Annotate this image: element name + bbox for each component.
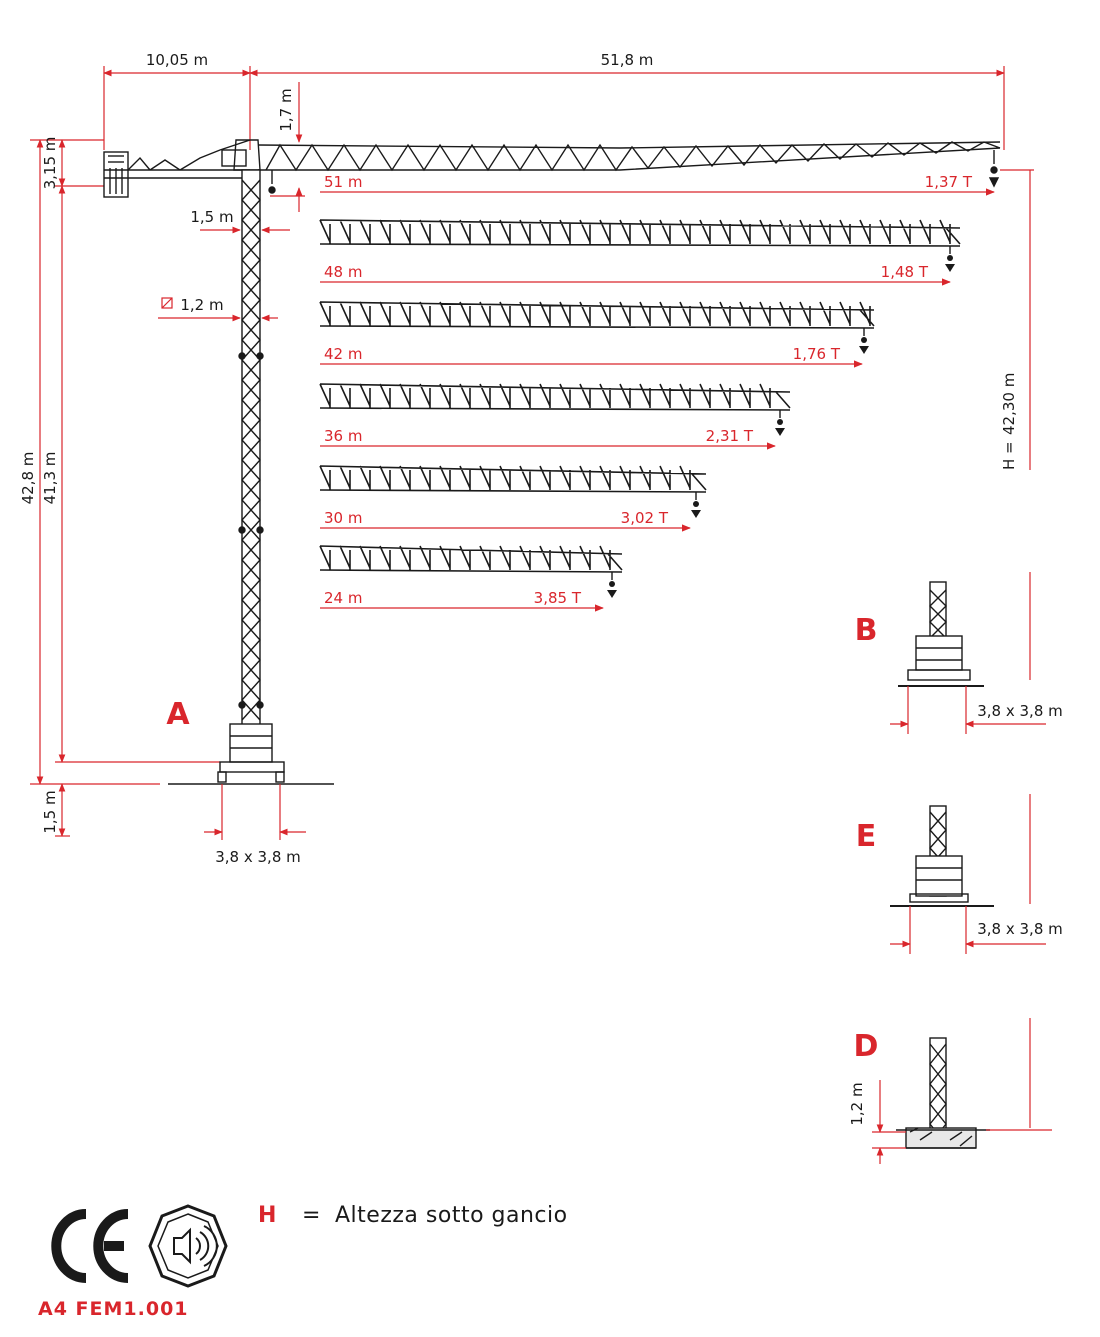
legend-equals: =	[302, 1203, 321, 1228]
jib-length: 51,8 m	[600, 51, 654, 69]
jib-truss-1	[320, 220, 960, 246]
base-d-drawing	[896, 1038, 990, 1148]
mast-section: 1,2 m	[180, 296, 224, 314]
jib-load-2: 1,76 T	[792, 345, 840, 363]
jib-radius-5: 24 m	[324, 589, 363, 607]
legend-text: Altezza sotto gancio	[335, 1203, 568, 1228]
hook-icon	[859, 346, 869, 354]
jib-load-4: 3,02 T	[620, 509, 668, 527]
mast-height: 41,3 m	[41, 451, 59, 505]
base-height: 1,5 m	[41, 790, 59, 834]
base-e-letter: E	[855, 819, 877, 854]
base-a-footprint: 3,8 x 3,8 m	[215, 848, 301, 866]
jib-radius-1: 48 m	[324, 263, 363, 281]
base-b-drawing	[898, 582, 984, 686]
hook-height-label: H =	[1000, 441, 1018, 470]
square-section-icon	[162, 298, 172, 308]
hook-icon	[607, 590, 617, 598]
top-dimension-lines	[104, 66, 1004, 150]
ce-mark-icon	[56, 1214, 128, 1278]
counter-jib-length: 10,05 m	[145, 51, 209, 69]
jib-truss-3	[320, 384, 790, 410]
hook-height-value: 42,30 m	[1000, 372, 1018, 435]
base-a-letter: A	[166, 697, 190, 732]
jib-truss-5	[320, 546, 622, 572]
jib-truss-2	[320, 302, 874, 328]
hook-offset: 1,7 m	[277, 88, 295, 132]
jib-config-5	[320, 546, 622, 608]
base-b-footprint: 3,8 x 3,8 m	[977, 702, 1063, 720]
crane-main	[104, 140, 1000, 784]
jib-config-1	[320, 220, 960, 282]
noise-level-icon	[150, 1206, 226, 1286]
jib-radius-0: 51 m	[324, 173, 363, 191]
base-d-letter: D	[853, 1029, 879, 1064]
mast-offset: 1,5 m	[190, 208, 234, 226]
total-height: 42,8 m	[19, 451, 37, 505]
base-e-footprint: 3,8 x 3,8 m	[977, 920, 1063, 938]
upper-section-height: 3,15 m	[41, 136, 59, 190]
base-b-letter: B	[854, 613, 878, 648]
jib-config-rows	[320, 173, 994, 608]
base-a-footprint-lines	[204, 784, 306, 840]
jib-config-3	[320, 384, 790, 446]
jib-radius-4: 30 m	[324, 509, 363, 527]
jib-config-4	[320, 466, 706, 528]
legend-key: H	[258, 1203, 277, 1228]
certification-class: A4 FEM1.001	[38, 1298, 189, 1320]
jib-load-5: 3,85 T	[533, 589, 581, 607]
hook-icon	[775, 428, 785, 436]
jib-radius-2: 42 m	[324, 345, 363, 363]
hook-icon	[945, 264, 955, 272]
jib-load-1: 1,48 T	[880, 263, 928, 281]
jib-config-2	[320, 302, 874, 364]
jib-config-0	[320, 173, 994, 192]
jib-radius-3: 36 m	[324, 427, 363, 445]
hook-icon	[691, 510, 701, 518]
jib-load-3: 2,31 T	[705, 427, 753, 445]
jib-truss-4	[320, 466, 706, 492]
base-e-drawing	[890, 806, 994, 906]
base-d-depth: 1,2 m	[848, 1082, 866, 1126]
jib-load-0: 1,37 T	[924, 173, 972, 191]
